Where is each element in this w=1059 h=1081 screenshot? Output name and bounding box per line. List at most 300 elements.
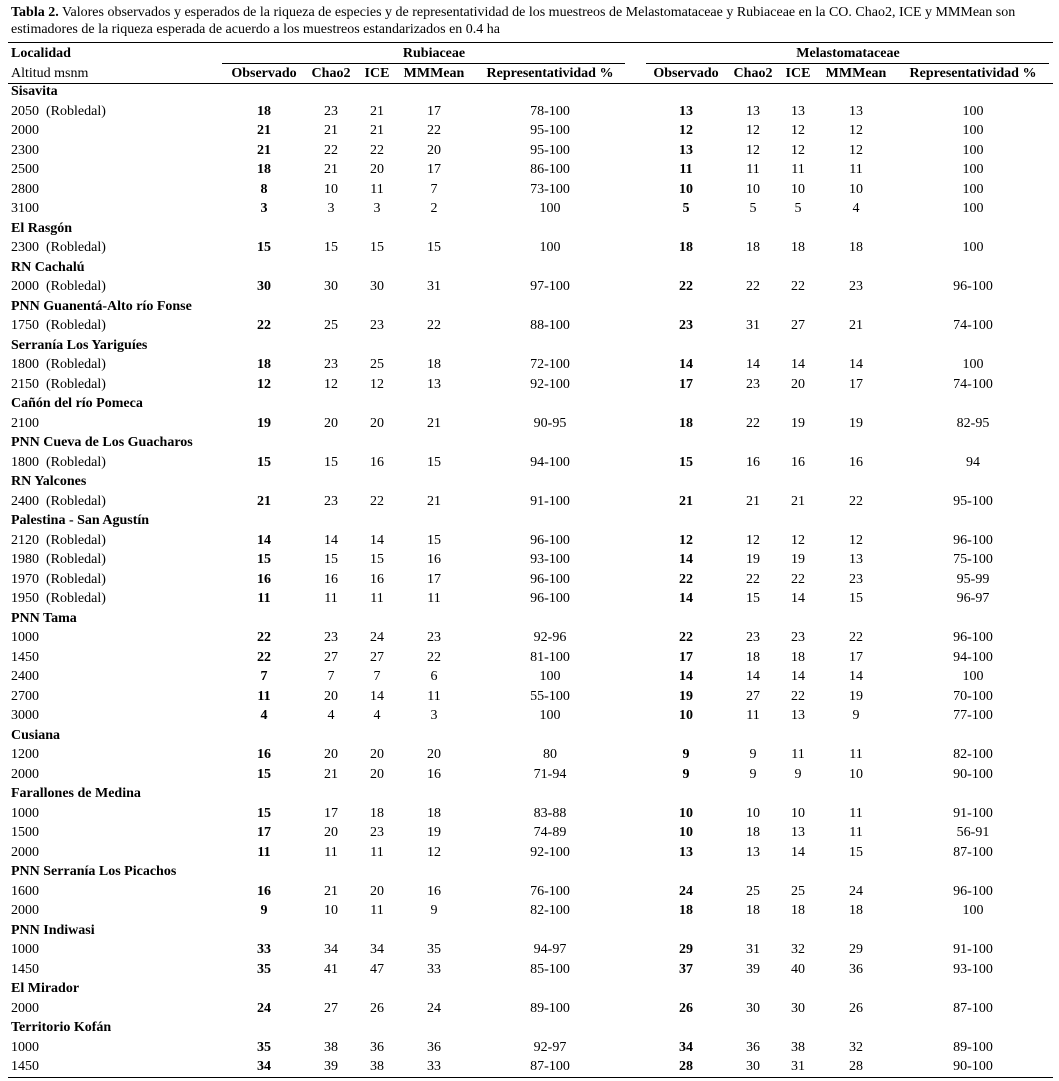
mel-observado-cell: 19: [679, 688, 693, 704]
mel-representatividad-cell: 82-95: [956, 415, 990, 431]
group-row: [0, 433, 1059, 452]
rub-observado-cell: 11: [257, 844, 271, 860]
header-altitud: Altitud msnm: [11, 66, 89, 81]
mel-observado-cell: 14: [679, 591, 693, 606]
mel-chao2-cell: 22: [746, 279, 760, 294]
mel-mmmean-cell: 17: [849, 376, 863, 392]
rub-chao2-cell: 21: [324, 162, 338, 177]
mel-mmmean-cell: 28: [849, 1059, 863, 1074]
rub-observado-cell: 16: [257, 747, 271, 762]
rub-observado-cell: 21: [257, 123, 271, 138]
rub-ice-cell: 16: [370, 571, 384, 587]
mel-ice-cell: 11: [791, 747, 805, 762]
rub-observado-cell: 19: [257, 415, 271, 431]
table-row: [0, 160, 1059, 179]
mel-representatividad-cell: 82-100: [953, 747, 993, 762]
rub-chao2-cell: 20: [324, 825, 338, 840]
rub-ice-cell: 18: [370, 805, 384, 821]
mel-observado-cell: 12: [679, 123, 693, 138]
rub-chao2-cell: 20: [324, 415, 338, 431]
rub-observado-cell: 24: [257, 1000, 271, 1016]
mel-ice-cell: 30: [791, 1000, 805, 1016]
rub-observado-cell: 30: [257, 279, 271, 294]
mel-representatividad-cell: 100: [962, 669, 984, 684]
mel-observado-cell: 10: [679, 708, 693, 723]
mel-ice-cell: 10: [791, 181, 805, 197]
mel-representatividad-cell: 100: [962, 903, 984, 918]
header-rub-ice: ICE: [364, 66, 390, 81]
mel-ice-cell: 13: [791, 103, 805, 119]
mel-chao2-cell: 11: [746, 162, 760, 177]
rub-mmmean-cell: 12: [427, 844, 441, 860]
mel-representatividad-cell: 90-100: [953, 1059, 993, 1074]
mel-mmmean-cell: 18: [849, 903, 863, 918]
mel-mmmean-cell: 18: [849, 240, 863, 255]
rub-chao2-cell: 10: [324, 181, 338, 197]
mel-observado-cell: 9: [682, 766, 690, 782]
rub-representatividad-cell: 71-94: [533, 766, 567, 782]
table-row: [0, 687, 1059, 706]
rub-chao2-cell: 17: [324, 805, 338, 821]
mel-observado-cell: 13: [679, 103, 693, 119]
rub-representatividad-cell: 100: [539, 669, 561, 684]
rub-chao2-cell: 27: [324, 1000, 338, 1016]
group-row: [0, 82, 1059, 101]
rub-chao2-cell: 3: [327, 201, 335, 216]
rub-observado-cell: 33: [257, 942, 271, 957]
mel-mmmean-cell: 36: [849, 961, 863, 977]
rub-ice-cell: 34: [370, 942, 384, 957]
mel-chao2-cell: 25: [746, 883, 760, 899]
rub-chao2-cell: 23: [324, 357, 338, 372]
rub-mmmean-cell: 11: [427, 591, 441, 606]
mel-mmmean-cell: 10: [849, 181, 863, 197]
table-row: [0, 940, 1059, 959]
mel-observado-cell: 26: [679, 1000, 693, 1016]
rub-chao2-cell: 20: [324, 688, 338, 704]
rub-mmmean-cell: 6: [430, 669, 438, 684]
mel-mmmean-cell: 11: [849, 162, 863, 177]
rub-mmmean-cell: 23: [427, 630, 441, 645]
mel-chao2-cell: 22: [746, 571, 760, 587]
table-row: [0, 141, 1059, 160]
rub-mmmean-cell: 15: [427, 454, 441, 470]
mel-ice-cell: 11: [791, 162, 805, 177]
mel-chao2-cell: 12: [746, 532, 760, 548]
altitude-cell: 2150 (Robledal): [11, 376, 106, 392]
group-row: [0, 609, 1059, 628]
group-name: RN Yalcones: [11, 474, 87, 489]
rub-mmmean-cell: 16: [427, 552, 441, 567]
rub-observado-cell: 4: [260, 708, 268, 723]
mel-representatividad-cell: 100: [962, 142, 984, 158]
mel-ice-cell: 14: [791, 357, 805, 372]
mel-mmmean-cell: 29: [849, 942, 863, 957]
rub-ice-cell: 14: [370, 532, 384, 548]
rub-chao2-cell: 14: [324, 532, 338, 548]
altitude-cell: 2700: [11, 688, 39, 704]
mel-chao2-cell: 18: [746, 240, 760, 255]
mel-representatividad-cell: 93-100: [953, 961, 993, 977]
header-mel-chao2: Chao2: [733, 66, 773, 81]
rub-observado-cell: 7: [260, 669, 268, 684]
altitude-cell: 3000: [11, 708, 39, 723]
rub-mmmean-cell: 2: [430, 201, 438, 216]
mel-chao2-cell: 31: [746, 942, 760, 957]
altitude-cell: 2800: [11, 181, 39, 197]
mel-mmmean-cell: 9: [852, 708, 860, 723]
mel-chao2-cell: 18: [746, 825, 760, 840]
rub-mmmean-cell: 18: [427, 357, 441, 372]
rub-observado-cell: 15: [257, 805, 271, 821]
rub-observado-cell: 22: [257, 649, 271, 665]
mel-mmmean-cell: 16: [849, 454, 863, 470]
mel-mmmean-cell: 26: [849, 1000, 863, 1016]
rub-chao2-cell: 21: [324, 766, 338, 782]
mel-mmmean-cell: 11: [849, 825, 863, 840]
mel-chao2-cell: 18: [746, 903, 760, 918]
table-row: [0, 843, 1059, 862]
rub-mmmean-cell: 16: [427, 883, 441, 899]
group-row: [0, 784, 1059, 803]
rub-ice-cell: 38: [370, 1059, 384, 1074]
rub-mmmean-cell: 15: [427, 532, 441, 548]
mel-ice-cell: 23: [791, 630, 805, 645]
mel-mmmean-cell: 21: [849, 318, 863, 333]
rub-observado-cell: 34: [257, 1059, 271, 1074]
rub-representatividad-cell: 94-97: [533, 942, 567, 957]
rub-observado-cell: 18: [257, 162, 271, 177]
mel-chao2-cell: 30: [746, 1059, 760, 1074]
rub-mmmean-cell: 20: [427, 747, 441, 762]
mel-ice-cell: 13: [791, 708, 805, 723]
rub-chao2-cell: 25: [324, 318, 338, 333]
altitude-cell: 2000: [11, 903, 39, 918]
mel-ice-cell: 38: [791, 1039, 805, 1055]
rub-observado-cell: 9: [260, 903, 268, 918]
altitude-cell: 2400: [11, 669, 39, 684]
mel-representatividad-cell: 95-99: [956, 571, 990, 587]
group-row: [0, 394, 1059, 413]
rub-observado-cell: 12: [257, 376, 271, 392]
mel-mmmean-cell: 22: [849, 630, 863, 645]
mel-representatividad-cell: 87-100: [953, 1000, 993, 1016]
rub-chao2-cell: 21: [324, 883, 338, 899]
mel-mmmean-cell: 32: [849, 1039, 863, 1055]
table-row: [0, 492, 1059, 511]
mel-representatividad-cell: 96-100: [953, 883, 993, 899]
rub-ice-cell: 20: [370, 162, 384, 177]
header-melastomataceae: Melastomataceae: [796, 46, 900, 61]
rub-observado-cell: 35: [257, 1039, 271, 1055]
rub-chao2-cell: 23: [324, 630, 338, 645]
rub-observado-cell: 15: [257, 552, 271, 567]
group-row: [0, 921, 1059, 940]
rub-ice-cell: 20: [370, 415, 384, 431]
mel-ice-cell: 19: [791, 415, 805, 431]
mel-ice-cell: 12: [791, 142, 805, 158]
rub-chao2-cell: 11: [324, 844, 338, 860]
rub-representatividad-cell: 100: [539, 201, 561, 216]
mel-ice-cell: 20: [791, 376, 805, 392]
header-mel-mmmean: MMMean: [825, 66, 887, 81]
mel-observado-cell: 22: [679, 279, 693, 294]
mel-chao2-cell: 23: [746, 630, 760, 645]
mel-ice-cell: 14: [791, 669, 805, 684]
group-row: [0, 219, 1059, 238]
table-row: [0, 765, 1059, 784]
mel-chao2-cell: 11: [746, 708, 760, 723]
mel-ice-cell: 12: [791, 532, 805, 548]
mel-representatividad-cell: 95-100: [953, 493, 993, 509]
rub-ice-cell: 11: [370, 591, 384, 606]
table-row: [0, 121, 1059, 140]
mel-ice-cell: 18: [791, 903, 805, 918]
rub-ice-cell: 15: [370, 240, 384, 255]
altitude-cell: 1600: [11, 883, 39, 899]
group-name: Cusiana: [11, 727, 61, 743]
rub-chao2-cell: 23: [324, 103, 338, 119]
rub-representatividad-cell: 97-100: [530, 279, 570, 294]
mel-observado-cell: 34: [679, 1039, 693, 1055]
rub-observado-cell: 16: [257, 571, 271, 587]
rub-representatividad-cell: 92-97: [533, 1039, 567, 1055]
rub-mmmean-cell: 20: [427, 142, 441, 158]
rub-mmmean-cell: 11: [427, 688, 441, 704]
group-name: El Rasgón: [11, 220, 73, 236]
altitude-cell: 1000: [11, 942, 39, 957]
mel-observado-cell: 17: [679, 376, 693, 392]
rub-representatividad-cell: 92-96: [533, 630, 567, 645]
table-row: [0, 667, 1059, 686]
mel-chao2-cell: 22: [746, 415, 760, 431]
rub-representatividad-cell: 96-100: [530, 532, 570, 548]
mel-ice-cell: 5: [794, 201, 802, 216]
rub-mmmean-cell: 13: [427, 376, 441, 392]
mel-ice-cell: 12: [791, 123, 805, 138]
mel-representatividad-cell: 100: [962, 123, 984, 138]
table-row: [0, 277, 1059, 296]
mel-observado-cell: 10: [679, 825, 693, 840]
rub-mmmean-cell: 33: [427, 1059, 441, 1074]
mel-ice-cell: 10: [791, 805, 805, 821]
table-row: [0, 1057, 1059, 1076]
rub-representatividad-cell: 80: [543, 747, 557, 762]
group-row: [0, 1018, 1059, 1037]
mel-representatividad-cell: 94-100: [953, 649, 993, 665]
group-name: Sisavita: [11, 84, 58, 99]
mel-mmmean-cell: 11: [849, 747, 863, 762]
rub-representatividad-cell: 95-100: [530, 123, 570, 138]
rub-mmmean-cell: 36: [427, 1039, 441, 1055]
mel-chao2-cell: 21: [746, 493, 760, 509]
mel-representatividad-cell: 100: [962, 201, 984, 216]
rub-observado-cell: 18: [257, 357, 271, 372]
table-row: [0, 804, 1059, 823]
mel-observado-cell: 14: [679, 357, 693, 372]
table-row: [0, 570, 1059, 589]
rub-ice-cell: 14: [370, 688, 384, 704]
rub-chao2-cell: 15: [324, 552, 338, 567]
mel-representatividad-cell: 100: [962, 240, 984, 255]
header-rub-mmmean: MMMean: [403, 66, 465, 81]
altitude-cell: 2300 (Robledal): [11, 240, 106, 255]
top-rule: [8, 42, 1053, 43]
rub-observado-cell: 15: [257, 766, 271, 782]
mel-representatividad-cell: 91-100: [953, 942, 993, 957]
rub-mmmean-cell: 9: [430, 903, 438, 918]
mel-ice-cell: 31: [791, 1059, 805, 1074]
header-mel-observado: Observado: [653, 66, 719, 81]
rub-observado-cell: 35: [257, 961, 271, 977]
mel-ice-cell: 16: [791, 454, 805, 470]
mel-representatividad-cell: 89-100: [953, 1039, 993, 1055]
header-mel-representatividad: Representatividad %: [909, 66, 1037, 81]
mel-ice-cell: 9: [794, 766, 802, 782]
group-name: PNN Tama: [11, 610, 77, 626]
rub-representatividad-cell: 85-100: [530, 961, 570, 977]
mel-observado-cell: 17: [679, 649, 693, 665]
table-row: [0, 823, 1059, 842]
mel-chao2-cell: 12: [746, 123, 760, 138]
group-name: PNN Serranía Los Picachos: [11, 864, 177, 879]
table-row: [0, 648, 1059, 667]
altitude-cell: 1450: [11, 649, 39, 665]
group-name: Cañón del río Pomeca: [11, 396, 143, 411]
altitude-cell: 3100: [11, 201, 39, 216]
rub-representatividad-cell: 93-100: [530, 552, 570, 567]
mel-ice-cell: 22: [791, 688, 805, 704]
table-row: [0, 199, 1059, 218]
rub-mmmean-cell: 22: [427, 649, 441, 665]
rub-chao2-cell: 30: [324, 279, 338, 294]
mel-mmmean-cell: 19: [849, 415, 863, 431]
rub-chao2-cell: 12: [324, 376, 338, 392]
header-row-1: [0, 44, 1059, 63]
altitude-cell: 2000: [11, 1000, 39, 1016]
rub-chao2-cell: 7: [327, 669, 335, 684]
header-mel-ice: ICE: [785, 66, 811, 81]
mel-representatividad-cell: 96-97: [956, 591, 990, 606]
altitude-cell: 2000: [11, 766, 39, 782]
mel-mmmean-cell: 13: [849, 552, 863, 567]
rub-mmmean-cell: 7: [430, 181, 438, 197]
altitude-cell: 1000: [11, 805, 39, 821]
rub-mmmean-cell: 17: [427, 103, 441, 119]
mel-representatividad-cell: 56-91: [956, 825, 990, 840]
rub-representatividad-cell: 96-100: [530, 571, 570, 587]
rub-chao2-cell: 38: [324, 1039, 338, 1055]
rub-mmmean-cell: 19: [427, 825, 441, 840]
group-name: PNN Cueva de Los Guacharos: [11, 435, 193, 450]
rub-mmmean-cell: 22: [427, 318, 441, 333]
rub-chao2-cell: 21: [324, 123, 338, 138]
mel-chao2-cell: 14: [746, 669, 760, 684]
rub-mmmean-cell: 21: [427, 493, 441, 509]
rub-representatividad-cell: 74-89: [533, 825, 567, 840]
table-row: [0, 1038, 1059, 1057]
caption-label: Tabla 2.: [11, 5, 59, 20]
table-row: [0, 355, 1059, 374]
mel-chao2-cell: 12: [746, 142, 760, 158]
rub-representatividad-cell: 81-100: [530, 649, 570, 665]
mel-observado-cell: 29: [679, 942, 693, 957]
altitude-cell: 2000: [11, 123, 39, 138]
rub-ice-cell: 22: [370, 493, 384, 509]
group-row: [0, 862, 1059, 881]
table-row: [0, 453, 1059, 472]
rub-mmmean-cell: 24: [427, 1000, 441, 1016]
mel-chao2-cell: 27: [746, 688, 760, 704]
rub-ice-cell: 20: [370, 747, 384, 762]
mel-mmmean-cell: 12: [849, 532, 863, 548]
rub-representatividad-cell: 92-100: [530, 844, 570, 860]
bottom-rule: [8, 1077, 1053, 1078]
rub-chao2-cell: 10: [324, 903, 338, 918]
rub-chao2-cell: 22: [324, 142, 338, 158]
header-row-2: [0, 64, 1059, 83]
group-row: [0, 297, 1059, 316]
altitude-cell: 1450: [11, 961, 39, 977]
mel-chao2-cell: 9: [749, 766, 757, 782]
rub-ice-cell: 30: [370, 279, 384, 294]
rub-ice-cell: 36: [370, 1039, 384, 1055]
table-row: [0, 375, 1059, 394]
rub-mmmean-cell: 33: [427, 961, 441, 977]
mel-chao2-cell: 10: [746, 805, 760, 821]
mel-observado-cell: 37: [679, 961, 693, 977]
mel-representatividad-cell: 100: [962, 162, 984, 177]
rub-representatividad-cell: 96-100: [530, 591, 570, 606]
rub-ice-cell: 26: [370, 1000, 384, 1016]
mel-observado-cell: 10: [679, 805, 693, 821]
mel-mmmean-cell: 17: [849, 649, 863, 665]
rub-ice-cell: 20: [370, 883, 384, 899]
mel-chao2-cell: 36: [746, 1039, 760, 1055]
mel-ice-cell: 18: [791, 649, 805, 665]
mel-ice-cell: 22: [791, 279, 805, 294]
altitude-cell: 1800 (Robledal): [11, 454, 106, 470]
altitude-cell: 1970 (Robledal): [11, 571, 106, 587]
rub-mmmean-cell: 3: [430, 708, 438, 723]
altitude-cell: 1800 (Robledal): [11, 357, 106, 372]
rub-ice-cell: 11: [370, 181, 384, 197]
mel-observado-cell: 15: [679, 454, 693, 470]
rub-mmmean-cell: 22: [427, 123, 441, 138]
mel-ice-cell: 13: [791, 825, 805, 840]
mel-representatividad-cell: 74-100: [953, 318, 993, 333]
group-row: [0, 726, 1059, 745]
mel-ice-cell: 14: [791, 844, 805, 860]
rub-mmmean-cell: 35: [427, 942, 441, 957]
table-row: [0, 901, 1059, 920]
rub-representatividad-cell: 55-100: [530, 688, 570, 704]
rub-ice-cell: 23: [370, 825, 384, 840]
group-row: [0, 472, 1059, 491]
rub-chao2-cell: 15: [324, 454, 338, 470]
rub-ice-cell: 15: [370, 552, 384, 567]
rub-representatividad-cell: 83-88: [533, 805, 567, 821]
rub-representatividad-cell: 82-100: [530, 903, 570, 918]
altitude-cell: 1750 (Robledal): [11, 318, 106, 333]
mel-mmmean-cell: 14: [849, 669, 863, 684]
rub-representatividad-cell: 94-100: [530, 454, 570, 470]
mel-observado-cell: 13: [679, 142, 693, 158]
table-row: [0, 628, 1059, 647]
mel-chao2-cell: 13: [746, 844, 760, 860]
rub-representatividad-cell: 90-95: [533, 415, 567, 431]
rub-ice-cell: 22: [370, 142, 384, 158]
